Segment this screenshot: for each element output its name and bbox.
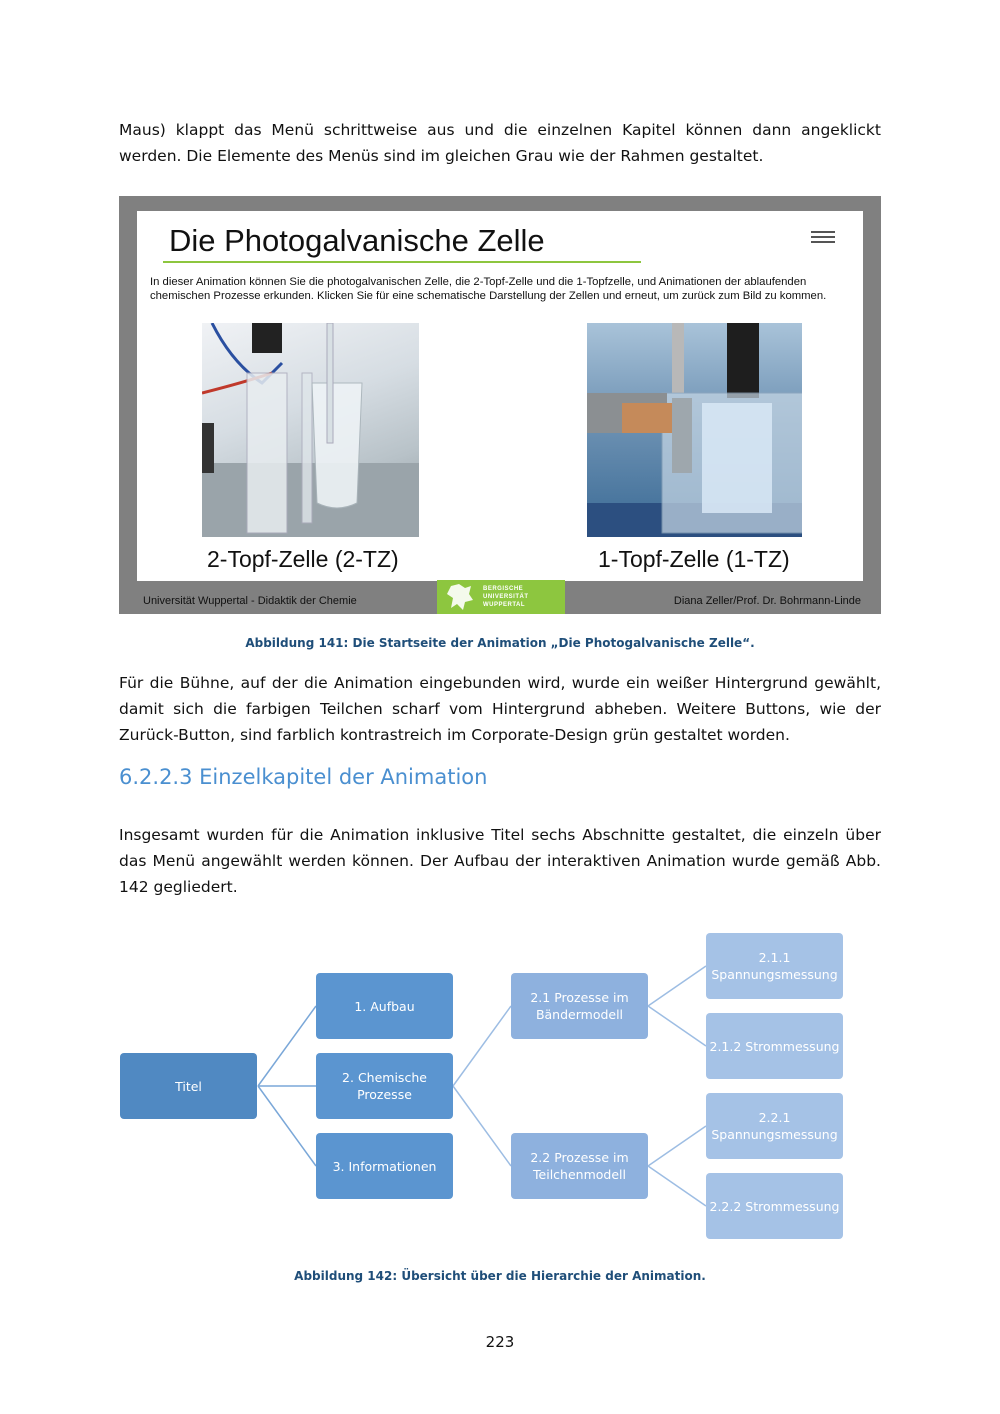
footer-authors: Diana Zeller/Prof. Dr. Bohrmann-Linde [673, 595, 861, 607]
figure-141-caption: Abbildung 141: Die Startseite der Animation „Die Photogalvanische Zelle“. [245, 636, 755, 650]
hamburger-menu-icon[interactable] [811, 231, 835, 247]
node-level3-222: 2.2.2 Strommessung [706, 1173, 843, 1239]
intro-paragraph: Maus) klappt das Menü schrittweise aus und die einzelnen Kapitel können dann angeklickt werden. Die Elemente des Menüs sind im gleichen Grau wie der Rahmen gestaltet. [119, 121, 881, 165]
node-level1-aufbau: 1. Aufbau [316, 973, 453, 1039]
node-level2-baendermodell: 2.1 Prozesse im Bändermodell [511, 973, 648, 1039]
node-level2-teilchenmodell: 2.2 Prozesse im Teilchenmodell [511, 1133, 648, 1199]
footer-institution: Universität Wuppertal - Didaktik der Chemie [143, 595, 357, 607]
node-level3-212: 2.1.2 Strommessung [706, 1013, 843, 1079]
hierarchy-diagram [0, 920, 1000, 1260]
two-pot-cell-photo[interactable] [202, 323, 419, 537]
one-pot-cell-label: 1-Topf-Zelle (1-TZ) [598, 546, 790, 572]
section-heading: 6.2.2.3 Einzelkapitel der Animation [119, 765, 488, 789]
animation-screenshot [119, 196, 881, 614]
stage-paragraph: Für die Bühne, auf der die Animation eingebunden wird, wurde ein weißer Hintergrund gewählt, damit sich die farbigen Teilchen scharf vom Hintergrund abheben. Weitere Buttons, wie der Zurück-Button, sind farblich kontrastreich im Corporate-Design grün gestaltet worden. [119, 674, 881, 744]
logo-line-2: UNIVERSITÄT [483, 594, 529, 600]
one-pot-cell-photo[interactable] [587, 323, 802, 537]
node-level1-informationen: 3. Informationen [316, 1133, 453, 1199]
node-level1-chemische-prozesse: 2. Chemische Prozesse [316, 1053, 453, 1119]
animation-stage [137, 211, 863, 581]
title-underline [163, 261, 641, 263]
node-level3-211: 2.1.1 Spannungsmessung [706, 933, 843, 999]
figure-142-caption: Abbildung 142: Übersicht über die Hierarchie der Animation. [294, 1269, 706, 1283]
logo-line-1: BERGISCHE [483, 586, 524, 592]
node-root: Titel [120, 1053, 257, 1119]
university-logo [437, 580, 565, 614]
node-level3-221: 2.2.1 Spannungsmessung [706, 1093, 843, 1159]
two-pot-cell-label: 2-Topf-Zelle (2-TZ) [207, 546, 399, 572]
animation-intro-text: In dieser Animation können Sie die photogalvanischen Zelle, die 2-Topf-Zelle und die 1-Topfzelle, und Animationen der ablaufenden chemischen Prozesse erkunden. Klicken Sie für eine schematische Darstellung der Zellen und erneut, um zurück zum Bild zu kommen. [150, 276, 827, 302]
page-number: 223 [485, 1333, 515, 1351]
animation-title: Die Photogalvanische Zelle [169, 223, 545, 258]
logo-line-3: WUPPERTAL [483, 602, 526, 608]
chapters-paragraph: Insgesamt wurden für die Animation inklusive Titel sechs Abschnitte gestaltet, die einzeln über das Menü angewählt werden können. Der Aufbau der interaktiven Animation wurde gemäß Abb. 142 gegliedert. [119, 826, 881, 896]
